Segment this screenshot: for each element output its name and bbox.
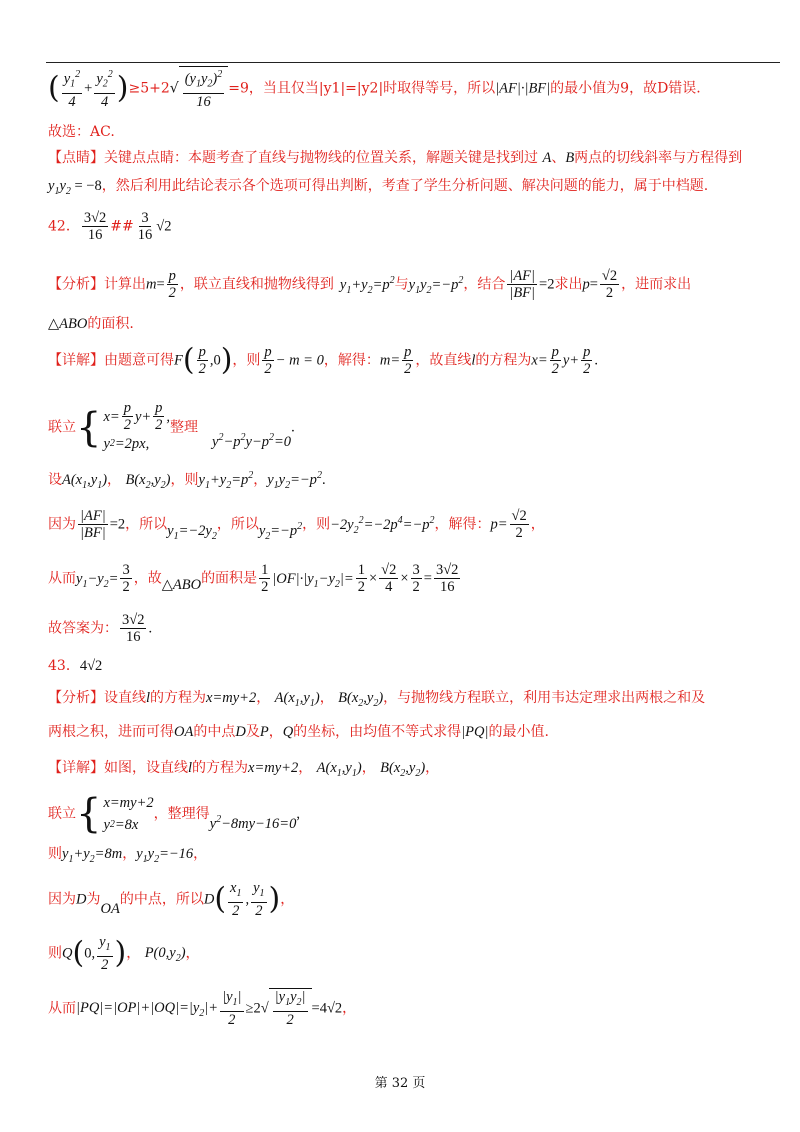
page-number: 第 32 页 — [374, 1076, 426, 1091]
q42-set-points: 设$A(x_1,y_1)$， $B(x_2,y_2)$，则$y_1+y_2=p^2$，$y_1y_2=-p^2$. — [48, 470, 326, 491]
q42-final-answer: 故答案为： $\frac{3√2}{16}$ . — [48, 612, 153, 645]
q42-area-line: 从而$y_1-y_2=$ $\frac{3}{2}$ ，故△ABO的面积是 $\frac{1}{2}$ $|OF|\cdot|y_1-y_2|=$ $\frac{1}{2}$ × $\frac{√2}{4}$ × $\frac{3}{2}$ = $\frac{3√2}{16}$ — [48, 562, 459, 595]
q42-detail-line1: 【详解】由题意可得F( $\frac{p}{2}$ ,0)，则 $\frac{p}{2}$ − m = 0，解得：m= $\frac{p}{2}$ ，故直线l的方程为x= $\frac{p}{2}$ y+ $\frac{p}{2}$ . — [48, 342, 598, 378]
header-rule — [46, 62, 780, 63]
comment-line1: 【点睛】关键点点睛：本题考查了直线与抛物线的位置关系，解题关键是找到过 A、B两点的切线斜率与方程得到 — [48, 150, 743, 166]
q43-analysis-line1: 【分析】设直线l的方程为x=my+2， $A(x_1,y_1)$， $B(x_2,y_2)$，与抛物线方程联立，利用韦达定理求出两根之和及 — [48, 690, 706, 709]
q42-system: 联立 { x= $\frac{p}{2}$ y+ $\frac{p}{2}$ , y 2 =2px, 整理$y^2-p^2y-p^2=0$. — [48, 400, 295, 452]
q43-vieta: 则$y_1+y_2=8m$，$y_1y_2=-16$， — [48, 846, 208, 865]
q43-analysis-line2: 两根之积，进而可得OA的中点D及P，Q的坐标，由均值不等式求得|PQ|的最小值. — [48, 724, 549, 740]
q42-answer-line: 42． $\frac{3√2}{16}$ ## $\frac{3}{16}$ √2 — [48, 210, 172, 243]
q43-detail-line1: 【详解】如图，设直线l的方程为x=my+2， $A(x_1,y_1)$， $B(x_2,y_2)$， — [48, 760, 440, 779]
line-inequality: ( $\frac{y_1^2}{4}$ + $\frac{y_2^2}{4}$ )≥5+2√ $\frac{(y_1y_2)^2}{16}$ =9，当且仅当|y1|=|y2|时取得等号，所以|AF|·|BF|的最小值为9，故D错误. — [48, 66, 701, 110]
q43-result: 从而$|PQ|=|OP|+|OQ|=|y_2|+$ $\frac{|y_1|}{2}$ ≥2√ $\frac{|y_1y_2|}{2}$ =4√2， — [48, 989, 357, 1028]
comment-line2: $y_1y_2 = -8$，然后利用此结论表示各个选项可得出判断，考查了学生分析问题、解决问题的能力，属于中档题. — [48, 178, 709, 197]
answer-ac: 故选：AC. — [48, 124, 115, 140]
q43-midpoint: 因为D为OA的中点，所以D( $\frac{x_1}{2}$ , $\frac{y_1}{2}$ )， — [48, 880, 295, 919]
q43-system: 联立 { x=my+2 y 2 =8x ，整理得$y^2-8my-16=0$, — [48, 791, 300, 837]
q42-analysis-line1: 【分析】计算出m= $\frac{p}{2}$ ，联立直线和抛物线得到 $y_1+y_2=p^2$与$y_1y_2=-p^2$，结合 $\frac{|AF|}{|BF|}$ =2求出p= $\frac{√2}{2}$ ，进而求出 — [48, 268, 692, 301]
q42-analysis-line2: △ABO的面积. — [48, 316, 134, 332]
q42-ratio-line: 因为 $\frac{|AF|}{|BF|}$ =2，所以$y_1=-2y_2$，所以$y_2=-p^2$，则$-2y_2^2=-2p^4=-p^2$，解得：p= $\frac{√2}{2}$ ， — [48, 508, 545, 542]
q43-answer-line: 43．4√2 — [48, 658, 103, 674]
q43-points-qp: 则Q(0, $\frac{y_1}{2}$ )， $P(0,y_2)$， — [48, 934, 200, 973]
